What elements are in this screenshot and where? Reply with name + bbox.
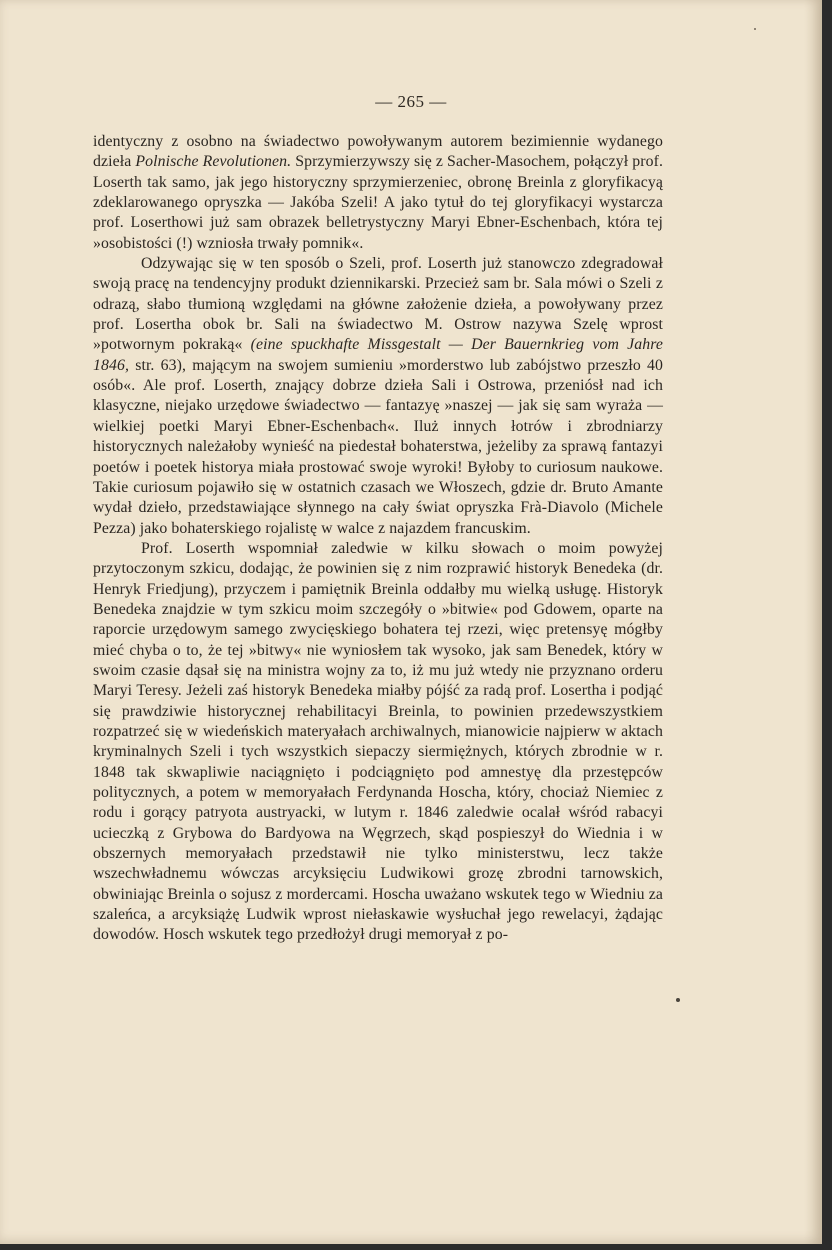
- paragraph-1-italic-title: Polnische Revolutionen.: [135, 153, 292, 171]
- paragraph-2-italic-citation: (eine spuckhafte Missgestalt — Der Bauernkrieg vom Jahre 1846,: [93, 336, 663, 374]
- paragraph-3-text: Prof. Loserth wspomniał zaledwie w kilku słowach o moim powyżej przytoczonym szkicu, dodając, że powinien się z nim rozprawić historyk Benedeka (dr. Henryk Friedjung), przyczem i pamiętnik Breinla oddałby mu wielką usługę. Historyk Benedeka znajdzie w tym szkicu moim szczegóły o »bitwie« pod Gdowem, oparte na raporcie urzędowym samego zwycięskiego bohatera tej rzezi, więc pretensyę mógłby mieć chyba o to, że tej »bitwy« nie wyniosłem tak wysoko, jak sam Benedek, który w swoim czasie dąsał się na ministra wojny za to, iż mu już wtedy nie przyznano orderu Maryi Teresy. Jeżeli zaś historyk Benedeka miałby pójść za radą prof. Losertha i podjąć się prawdziwie historycznej rehabilitacyi Breinla, to powinien przedewszystkiem rozpatrzeć się w wiedeńskich materyałach archiwalnych, mianowicie najpierw w aktach kryminalnych Szeli i tych wszystkich siepaczy siermiężnych, których zbrodnie w r. 1848 tak skwapliwie naciągnięto i podciągnięto pod amnestyę dla przestępców politycznych, a potem w memoryałach Ferdynanda Hoscha, który, chociaż Niemiec z rodu i gorący patryota austryacki, w lutym r. 1846 zaledwie ocalał wśród rabacyi ucieczką z Grybowa do Bardyowa na Węgrzech, skąd pospieszył do Wiednia i w obszernych memoryałach przedstawił nie tylko ministerstwu, lecz także wszechwładnemu wówczas arcyksięciu Ludwikowi grozę zbrodni tarnowskich, obwiniając Breinla o sojusz z mordercami. Hoscha uważano wskutek tego w Wiedniu za szaleńca, a arcyksiążę Ludwik wprost niełaskawie wysłuchał jego rewelacyi, żądając dowodów. Hosch wskutek tego przedłożył drugi memoryał z po-: [93, 539, 663, 944]
- paragraph-1-text-b: Sprzymierzywszy się z Sacher-Masochem, połączył prof. Loserth tak samo, jak jego historyczny sprzymierzeniec, obronę Breinla z gloryfikacyą zdeklarowanego opryszka — Jakóba Szeli! A jako tytuł do tej gloryfikacyi wystarcza prof. Loserthowi już sam obrazek belletrystyczny Maryi Ebner-Eschenbach, która tej »osobistości (!) wzniosła trwały pomnik«.: [93, 153, 664, 252]
- paragraph-1: [93, 132, 663, 254]
- paper-speck: [754, 28, 756, 30]
- main-text-block: [93, 132, 663, 946]
- paragraph-2-text-b: str. 63), mającym na swojem sumieniu »morderstwo lub zabójstwo przeszło 40 osób«. Ale prof. Loserth, znający dobrze dzieła Sali i Ostrowa, przeniósł nad ich klasyczne, niejako urzędowe świadectwo — fantazyę »naszej — jak się sam wyraża — wielkiej poetki Maryi Ebner-Eschenbach«. Iluż innych łotrów i zbrodniarzy historycznych należałoby wynieść na piedestał bohaterstwa, jeżeliby za sprawą fantazyi poetów i poetek historya miała prostować swoje wyroki! Byłoby to curiosum naukowe. Takie curiosum pojawiło się w ostatnich czasach we Włoszech, gdzie dr. Bruto Amante wydał dzieło, przedstawiające słynnego na cały świat opryszka Frà-Diavolo (Michele Pezza) jako bohaterskiego rojalistę w walce z najazdem francuskim.: [93, 356, 663, 537]
- page-number: — 265 —: [375, 92, 447, 111]
- paragraph-2: [93, 254, 663, 539]
- paragraph-2-text-a: Odzywając się w ten sposób o Szeli, prof. Loserth już stanowczo zdegradował swoją pracę na tendencyjny produkt dziennikarski. Przecież sam br. Sala mówi o Szeli z odrazą, słabo tłumioną względami na główne założenie dzieła, a powoływany przez prof. Losertha obok br. Sali na świadectwo M. Ostrow nazywa Szelę wprost »potwornym pokraką«: [93, 255, 663, 354]
- margin-dot: [676, 998, 680, 1002]
- page-edge-shading: [804, 0, 822, 1244]
- paragraph-3: [93, 539, 663, 946]
- paragraph-1-text-a: identyczny z osobno na świadectwo powoływanym autorem bezimiennie wydanego dzieła: [93, 133, 663, 171]
